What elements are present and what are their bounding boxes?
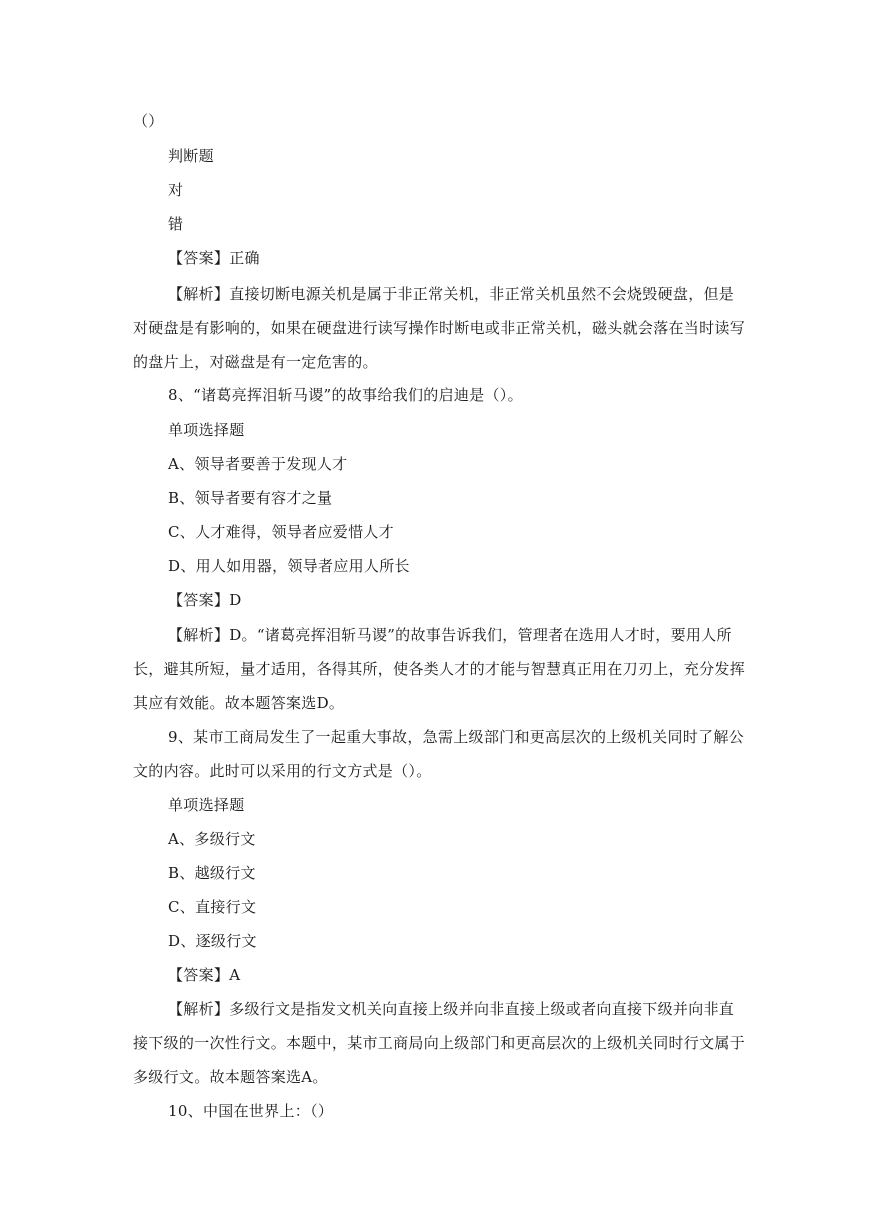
question-8-stem: 8、“诸葛亮挥泪斩马谡”的故事给我们的启迪是（）。 — [168, 386, 523, 404]
question-7-option-true: 对 — [168, 181, 184, 199]
question-7-answer: 【答案】正确 — [168, 249, 260, 267]
question-7-analysis-line-1: 【解析】直接切断电源关机是属于非正常关机，非正常关机虽然不会烧毁硬盘，但是 — [168, 285, 735, 303]
question-7-type: 判断题 — [168, 147, 214, 165]
question-10-stem: 10、中国在世界上：（） — [168, 1102, 334, 1120]
question-8-answer: 【答案】D — [168, 591, 242, 609]
question-8-analysis-line-3: 其应有效能。故本题答案选D。 — [133, 694, 345, 712]
question-7-analysis-line-3: 的盘片上，对磁盘是有一定危害的。 — [133, 353, 378, 371]
question-8-option-b: B、领导者要有容才之量 — [168, 489, 333, 507]
question-9-option-d: D、逐级行文 — [168, 932, 257, 950]
question-7-stem-tail: （） — [133, 112, 164, 130]
question-8-analysis-line-2: 长，避其所短，量才适用，各得其所，使各类人才的才能与智慧真正用在刀刃上，充分发挥 — [133, 660, 746, 678]
question-9-option-a: A、多级行文 — [168, 830, 256, 848]
question-7-analysis-line-2: 对硬盘是有影响的，如果在硬盘进行读写操作时断电或非正常关机，磁头就会落在当时读写 — [133, 319, 746, 337]
question-9-option-b: B、越级行文 — [168, 864, 256, 882]
question-9-answer: 【答案】A — [168, 966, 241, 984]
question-7-option-false: 错 — [168, 215, 184, 233]
question-8-analysis-line-1: 【解析】D。“诸葛亮挥泪斩马谡”的故事告诉我们，管理者在选用人才时，要用人所 — [168, 626, 732, 644]
question-9-analysis-line-3: 多级行文。故本题答案选A。 — [133, 1068, 328, 1086]
question-9-type: 单项选择题 — [168, 796, 245, 814]
question-8-type: 单项选择题 — [168, 421, 245, 439]
question-8-option-a: A、领导者要善于发现人才 — [168, 455, 348, 473]
question-9-option-c: C、直接行文 — [168, 898, 257, 916]
question-8-option-d: D、用人如用器，领导者应用人所长 — [168, 557, 410, 575]
question-9-analysis-line-1: 【解析】多级行文是指发文机关向直接上级并向非直接上级或者向直接下级并向非直 — [168, 1000, 735, 1018]
question-9-stem-line-2: 文的内容。此时可以采用的行文方式是（）。 — [133, 762, 432, 780]
question-9-stem-line-1: 9、某市工商局发生了一起重大事故，急需上级部门和更高层次的上级机关同时了解公 — [168, 728, 744, 746]
question-8-option-c: C、人才难得，领导者应爱惜人才 — [168, 523, 394, 541]
question-9-analysis-line-2: 接下级的一次性行文。本题中，某市工商局向上级部门和更高层次的上级机关同时行文属于 — [133, 1034, 746, 1052]
